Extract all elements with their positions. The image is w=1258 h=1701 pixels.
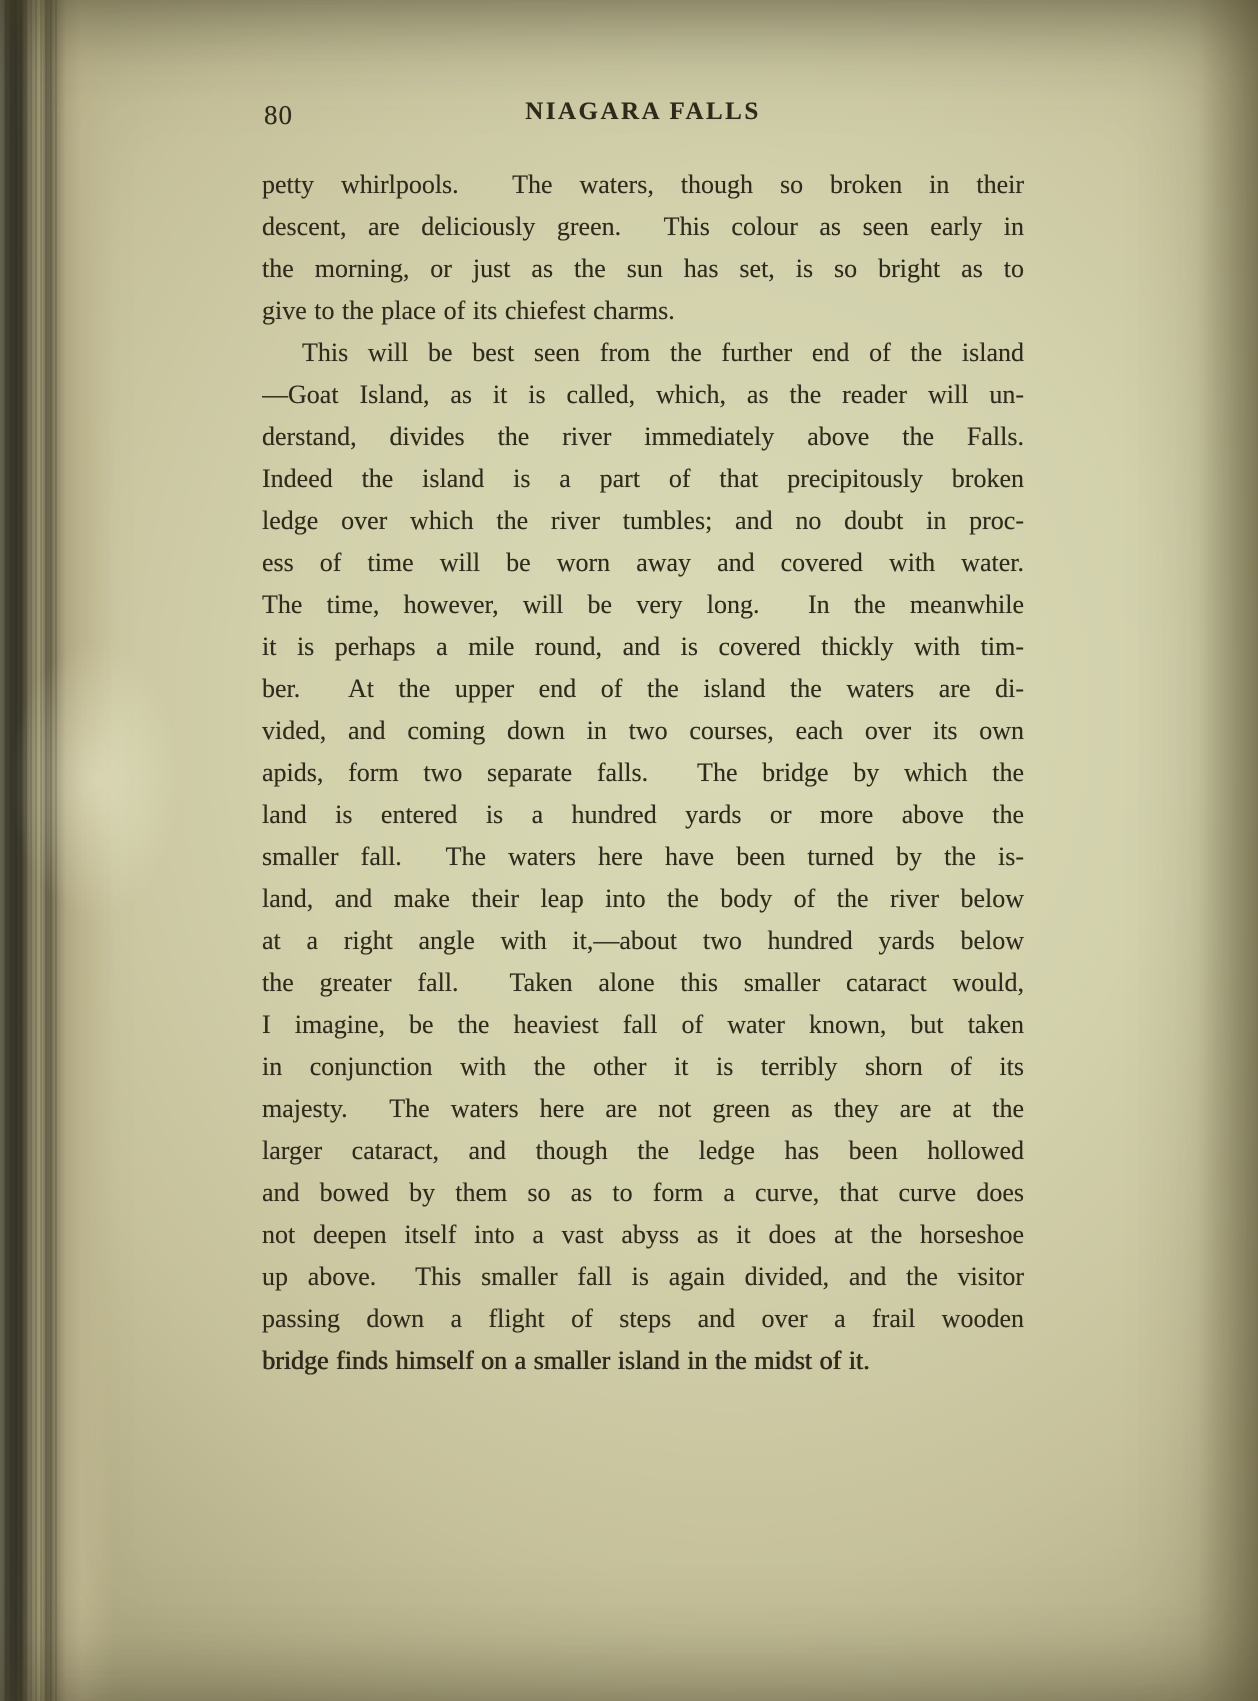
body-text	[262, 164, 1024, 1382]
text-line: ess of time will be worn away and covered with water.	[262, 548, 1024, 577]
text-line: petty whirlpools. The waters, though so broken in their	[262, 170, 1024, 199]
text-line: The time, however, will be very long. In the meanwhile	[262, 590, 1024, 619]
text-line: derstand, divides the river immediately above the Falls.	[262, 422, 1024, 451]
text-line: give to the place of its chiefest charms.	[262, 296, 675, 325]
text-line: ber. At the upper end of the island the waters are di-	[262, 674, 1024, 703]
text-line: the greater fall. Taken alone this smaller cataract would,	[262, 968, 1024, 997]
text-line: the morning, or just as the sun has set, is so bright as to	[262, 254, 1024, 283]
text-line: apids, form two separate falls. The bridge by which the	[262, 758, 1024, 787]
text-line: in conjunction with the other it is terribly shorn of its	[262, 1052, 1024, 1081]
text-line: not deepen itself into a vast abyss as it does at the horseshoe	[262, 1220, 1024, 1249]
paragraph	[262, 332, 1024, 1382]
text-line: descent, are deliciously green. This colour as seen early in	[262, 212, 1024, 241]
page-number: 80	[264, 100, 293, 130]
text-line: ledge over which the river tumbles; and no doubt in proc-	[262, 506, 1024, 535]
text-line: passing down a flight of steps and over a frail wooden	[262, 1304, 1024, 1333]
text-line: land is entered is a hundred yards or more above the	[262, 800, 1024, 829]
page-header	[262, 98, 1024, 142]
text-line: Indeed the island is a part of that precipitously broken	[262, 464, 1024, 493]
text-line: majesty. The waters here are not green as they are at the	[262, 1094, 1024, 1123]
text-line: larger cataract, and though the ledge has been hollowed	[262, 1136, 1024, 1165]
binding-edge	[0, 0, 115, 1701]
paragraph	[262, 164, 1024, 332]
text-line: land, and make their leap into the body of the river below	[262, 884, 1024, 913]
text-line: and bowed by them so as to form a curve, that curve does	[262, 1178, 1024, 1207]
page-right-edge	[1198, 0, 1258, 1701]
running-header: NIAGARA FALLS	[525, 98, 761, 125]
text-line: smaller fall. The waters here have been turned by the is-	[262, 842, 1024, 871]
text-line: it is perhaps a mile round, and is covered thickly with tim-	[262, 632, 1024, 661]
text-line: up above. This smaller fall is again divided, and the visitor	[262, 1262, 1024, 1291]
text-line: vided, and coming down in two courses, each over its own	[262, 716, 1024, 745]
text-line: bridge finds himself on a smaller island in the midst of it.	[262, 1346, 870, 1375]
text-line: —Goat Island, as it is called, which, as the reader will un-	[262, 380, 1024, 409]
page-content	[262, 98, 1024, 1382]
text-line: I imagine, be the heaviest fall of water known, but taken	[262, 1010, 1024, 1039]
text-line: This will be best seen from the further end of the island	[302, 338, 1024, 367]
text-line: at a right angle with it,—about two hundred yards below	[262, 926, 1024, 955]
